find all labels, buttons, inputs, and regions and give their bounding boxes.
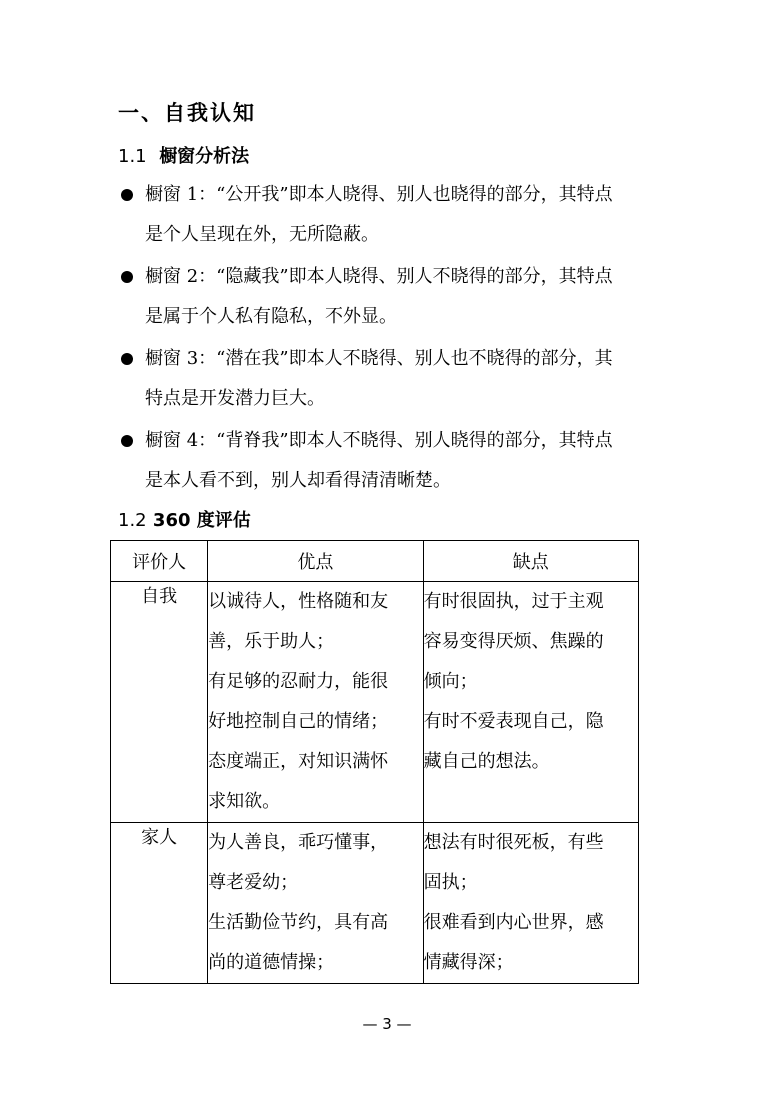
cell-line: 有时不爱表现自己，隐 xyxy=(423,711,604,732)
evaluator-cell: 自我 xyxy=(111,582,208,823)
bullet-item xyxy=(118,175,663,255)
strengths-cell xyxy=(208,823,423,984)
weaknesses-cell xyxy=(423,582,638,823)
strengths-cell xyxy=(208,582,423,823)
bullet-dot-icon xyxy=(121,435,133,447)
bullet-dot-icon xyxy=(121,189,133,201)
cell-line: 善，乐于助人； xyxy=(208,631,335,652)
cell-line: 生活勤俭节约，具有高 xyxy=(208,912,389,933)
cell-line: 求知欲。 xyxy=(208,791,281,812)
page-number: — 3 — xyxy=(362,1015,412,1033)
weaknesses-cell xyxy=(423,823,638,984)
bullet-dot-icon xyxy=(121,271,133,283)
cell-line: 固执； xyxy=(423,872,478,893)
cell-line: 倾向； xyxy=(423,671,478,692)
table-row xyxy=(111,582,639,823)
bullet-line: 橱窗 3：“潜在我”即本人不晓得、别人也不晓得的部分，其 xyxy=(145,348,613,369)
cell-line: 想法有时很死板，有些 xyxy=(423,832,604,853)
header-strengths: 优点 xyxy=(208,541,423,582)
bullet-line: 是个人呈现在外，无所隐蔽。 xyxy=(145,224,379,245)
section-heading-1-1 xyxy=(118,144,249,170)
bullet-line: 橱窗 2：“隐藏我”即本人晓得、别人不晓得的部分，其特点 xyxy=(145,266,613,287)
bullet-item xyxy=(118,339,663,419)
cell-line: 好地控制自己的情绪； xyxy=(208,711,389,732)
bullet-line: 是本人看不到，别人却看得清清晰楚。 xyxy=(145,470,451,491)
section-heading-1-2 xyxy=(118,508,251,534)
cell-line: 有时很固执，过于主观 xyxy=(423,591,604,612)
cell-line: 容易变得厌烦、焦躁的 xyxy=(423,631,604,652)
cell-line: 藏自己的想法。 xyxy=(423,751,550,772)
header-evaluator: 评价人 xyxy=(111,541,208,582)
section-number: 1.1 xyxy=(118,146,147,167)
evaluator-cell: 家人 xyxy=(111,823,208,984)
cell-line: 情藏得深； xyxy=(423,952,514,973)
cell-line: 态度端正，对知识满怀 xyxy=(208,751,389,772)
bullet-dot-icon xyxy=(121,353,133,365)
bullet-line: 橱窗 4：“背脊我”即本人不晓得、别人晓得的部分，其特点 xyxy=(145,430,613,451)
evaluation-table xyxy=(110,540,639,984)
section-title: 360 度评估 xyxy=(152,510,251,531)
cell-line: 尊老爱幼； xyxy=(208,872,299,893)
cell-line: 为人善良，乖巧懂事， xyxy=(208,832,389,853)
header-weaknesses: 缺点 xyxy=(423,541,638,582)
table-row xyxy=(111,823,639,984)
bullet-item xyxy=(118,421,663,501)
table-header-row xyxy=(111,541,639,582)
bullet-item xyxy=(118,257,663,337)
bullet-line: 橱窗 1：“公开我”即本人晓得、别人也晓得的部分，其特点 xyxy=(145,184,613,205)
cell-line: 很难看到内心世界，感 xyxy=(423,912,604,933)
cell-line: 尚的道德情操； xyxy=(208,952,335,973)
cell-line: 以诚待人，性格随和友 xyxy=(208,591,389,612)
bullet-line: 是属于个人私有隐私，不外显。 xyxy=(145,306,397,327)
section-title: 橱窗分析法 xyxy=(159,146,250,167)
cell-line: 有足够的忍耐力，能很 xyxy=(208,671,389,692)
bullet-line: 特点是开发潜力巨大。 xyxy=(145,388,325,409)
chapter-heading: 一、自我认知 xyxy=(118,101,256,125)
section-number: 1.2 xyxy=(118,510,147,531)
